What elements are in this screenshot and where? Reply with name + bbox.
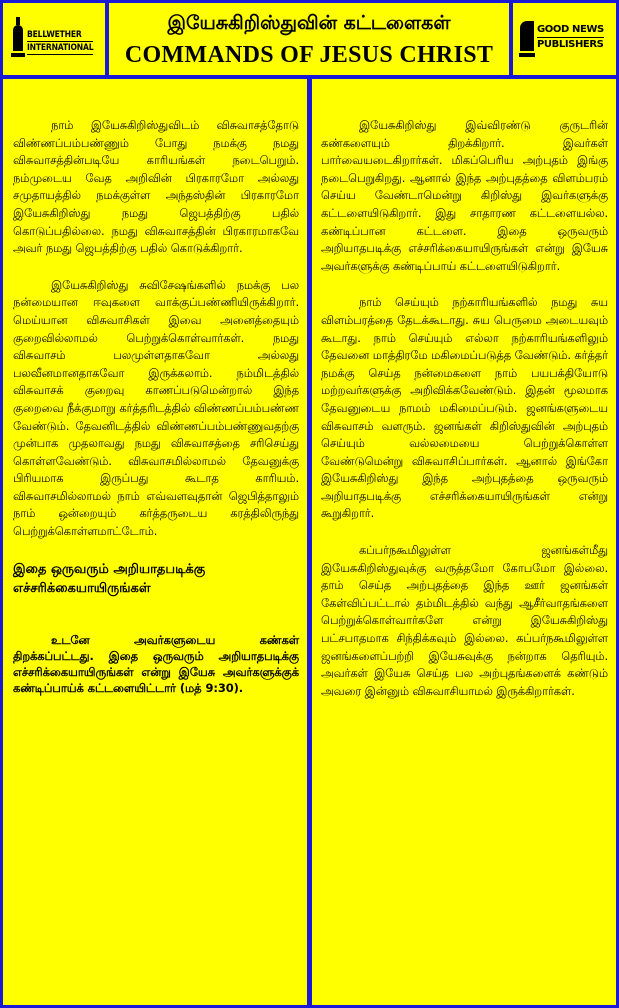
good-news-logo-line1: GOOD NEWS (537, 23, 604, 38)
right-paragraph-2: நாம் செய்யும் நற்காரியங்களில் நமது சுய விளம்பரத்தை தேடக்கூடாது. சுய பெருமை அடையவும் கூடாது. நாம் செய்யும் எல்லா நற்காரியங்களிலும் தேவனை மாத்திரமே மகிமைப்படுத்த வேண்டும். கர்த்தர் நமக்கு செய்த நன்மைகளை நாம் பயபக்தியோடு மற்றவர்களுக்கு அறிவிக்கவேண்டும். இதன் மூலமாக தேவனுடைய நாமம் மகிமைப்படும். ஜனங்களுடைய விசுவாசம் வளரும். ஜனங்கள் கிறிஸ்துவின் அற்புதம் செய்யும் வல்லமையை பெற்றுக்கொள்ள வேண்டுமென்று விசுவாசிப்பார்கள். ஆனால் இங்கோ இயேசுகிறிஸ்து இந்த அற்புதத்தை ஒருவரும் அறியாதபடிக்கு எச்சரிக்கையாயிருங்கள் என்று கூறுகிறார். (321, 295, 608, 521)
right-paragraph-1: இயேசுகிறிஸ்து இவ்விரண்டு குருடரின் கண்களையும் திறக்கிறார். இவர்கள் பார்வையடைகிறார்கள். மிகப்பெரிய அற்புதம் இங்கு நடைபெறுகிறது. ஆனால் இந்த அற்புதத்தை விளம்பரம் செய்ய வேண்டாமென்று கிறிஸ்து இவர்களுக்கு கட்டளையிடுகிறார். இது சாதாரண கட்டளையல்ல. கண்டிப்பான கட்டளை. இதை ஒருவரும் அறியாதபடிக்கு எச்சரிக்கையாயிருங்கள் என்று இயேசு அவர்களுக்கு கண்டிப்பாய் கட்டளையிடுகிறார். (321, 118, 608, 273)
good-news-logo (519, 17, 611, 61)
bellwether-logo (11, 17, 101, 63)
left-paragraph-2: இயேசுகிறிஸ்து சுவிசேஷங்களில் நமக்கு பல நன்மையான ஈவுகளை வாக்குப்பண்ணியிருக்கிறார். மெய்யான விசுவாசிகள் இவை அனைத்தையும் குறைவில்லாமல் பெற்றுக்கொள்வார்கள். நமது விசுவாசம் பலமுள்ளதாகவோ அல்லது பலவீனமானதாகவோ இருக்கலாம். நம்மிடத்தில் விசுவாசக் குறைவு காணப்படுமென்றால் இந்த குறைவை நீக்குமாறு கர்த்தரிடத்தில் விண்ணப்பம்பண்ண வேண்டும். தேவனிடத்தில் விண்ணப்பம்பண்ணுவதற்கு முன்பாக முதலாவது நமது விசுவாசத்தை சரிசெய்து கொள்ளவேண்டும். விசுவாசமில்லாமல் தேவனுக்கு பிரியமாக இருப்பது கூடாத காரியம். விசுவாசமில்லாமல் நாம் எவ்வளவுதான் ஜெபித்தாலும் நாம் ஒன்றையும் கர்த்தருடைய கரத்திலிருந்து பெற்றுக்கொள்ளமாட்டோம். (13, 277, 299, 539)
bellwether-logo-line1: BELLWETHER (27, 29, 93, 42)
page-title-tamil: இயேசுகிறிஸ்துவின் கட்டளைகள் (167, 12, 451, 34)
right-paragraph-3: கப்பர்நகூமிலுள்ள ஜனங்கள்மீது இயேசுகிறிஸ்துவுக்கு வருத்தமோ கோபமோ இல்லை. தாம் செய்த அற்புதத்தை இந்த ஊர் ஜனங்கள் கேள்விப்பட்டால் தம்மிடத்தில் வந்து ஆசீர்வாதங்களை பெற்றுக்கொள்வார்களே என்று இயேசுகிறிஸ்து பட்சபாதமாக சிந்திக்கவும் இல்லை. கப்பர்நகூமிலுள்ள ஜனங்களைப்பற்றி இயேசுவுக்கு நன்றாக தெரியும். அவர்கள் இயேசு செய்த பல அற்புதங்களைக் கண்டும் அவரை இன்னும் விசுவாசியாமல் இருக்கிறார்கள். (321, 543, 608, 698)
left-column (3, 79, 307, 1005)
bellwether-logo-line2: INTERNATIONAL (27, 43, 94, 53)
header-left-logo-cell (3, 3, 105, 75)
page-title-english: COMMANDS OF JESUS CHRIST (124, 42, 494, 68)
header-title-cell (109, 3, 509, 75)
good-news-logo-line2: PUBLISHERS (537, 39, 604, 50)
scripture-quote: உடனே அவர்களுடைய கண்கள் திறக்கப்பட்டது. இதை ஒருவரும் அறியாதபடிக்கு எச்சரிக்கையாயிருங்கள் என்று இயேசு அவர்களுக்குக் கண்டிப்பாய்க் கட்டளையிட்டார் (மத் 9:30). (13, 632, 299, 695)
book-icon (519, 17, 535, 61)
section-subheading: இதை ஒருவரும் அறியாதபடிக்கு எச்சரிக்கையாயிருங்கள் (13, 561, 206, 596)
right-column (312, 79, 616, 1005)
bell-icon (11, 17, 25, 61)
header-right-logo-cell (513, 3, 616, 75)
left-paragraph-1: நாம் இயேசுகிறிஸ்துவிடம் விசுவாசத்தோடு விண்ணப்பம்பண்ணும் போது நமக்கு நமது விசுவாசத்தின்படியே காரியங்கள் நடைபெறும். நம்முடைய வேத அறிவின் பிரகாரமோ அல்லது சமுதாயத்தில் நமக்குள்ள அந்தஸ்தின் பிரகாரமோ இயேசுகிறிஸ்து நமது ஜெபத்திற்கு பதில் கொடுப்பதில்லை. நமது விசுவாசத்தின் பிரகாரமாகவே அவர் நமது ஜெபத்திற்கு பதில் கொடுக்கிறார். (13, 118, 299, 256)
